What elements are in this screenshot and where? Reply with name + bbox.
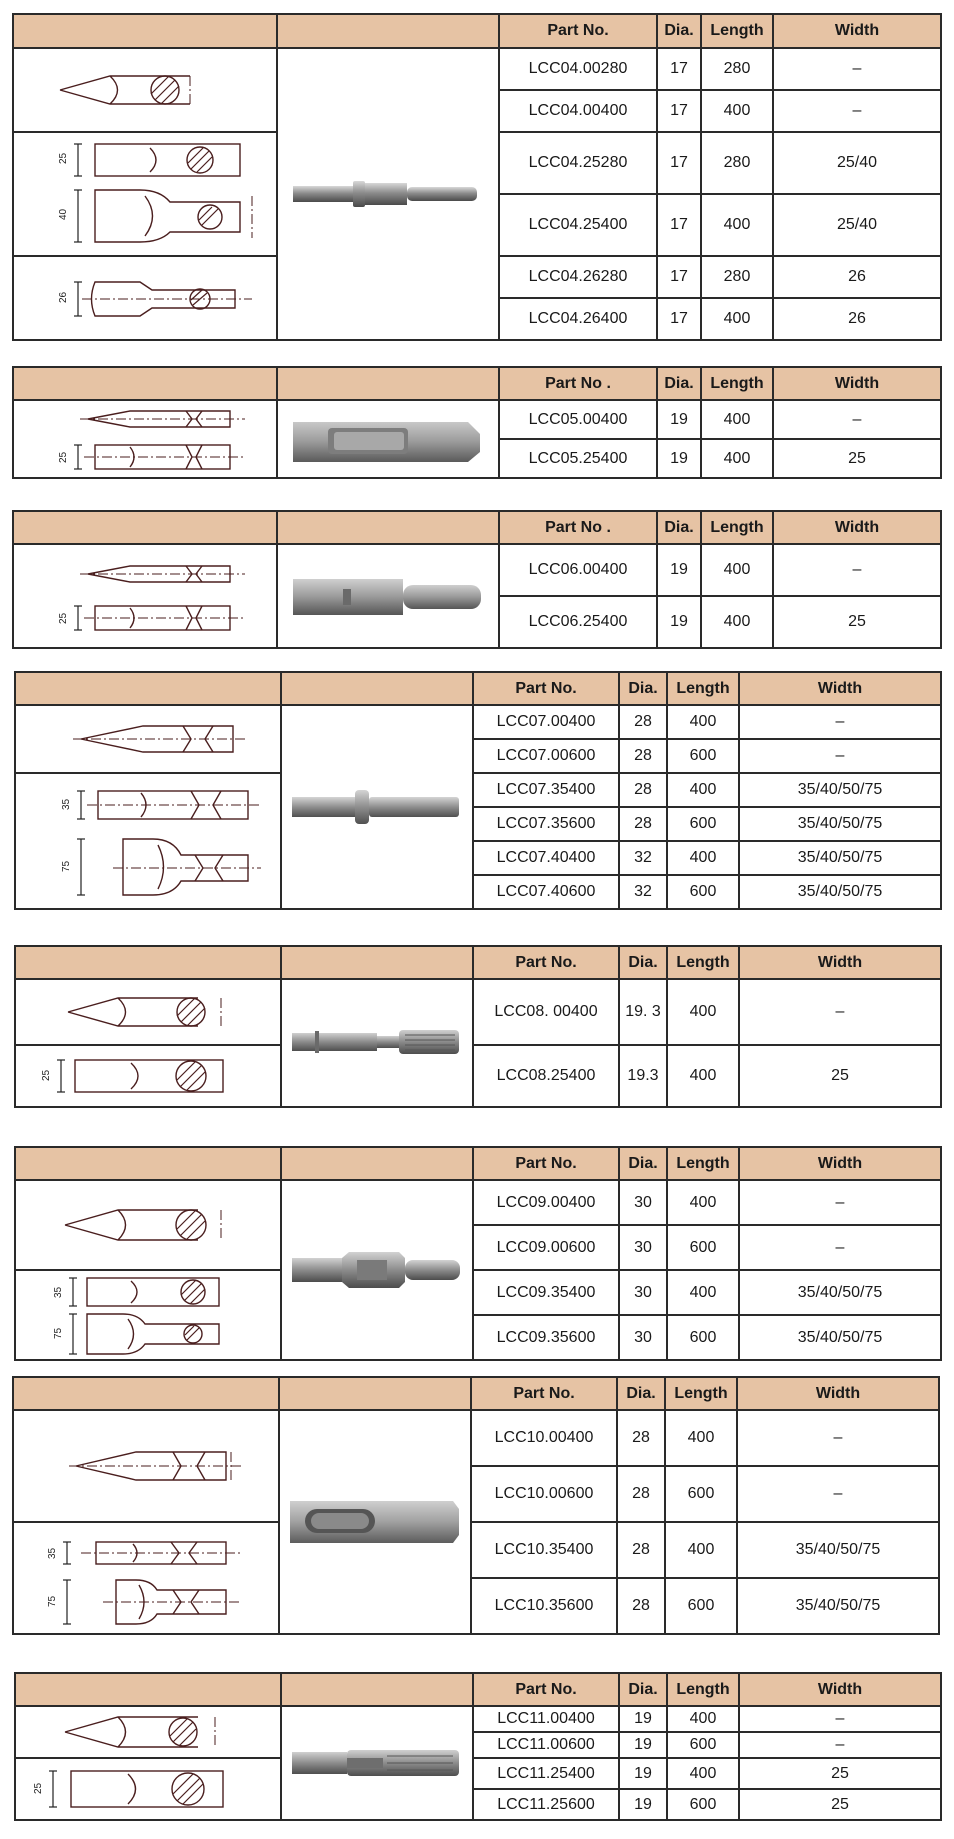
diameter: 32 (619, 841, 667, 875)
header-drawing (13, 511, 277, 544)
header-drawing (15, 946, 281, 979)
length: 400 (701, 439, 773, 478)
part-number: LCC11.25400 (473, 1758, 619, 1789)
length: 600 (667, 1225, 739, 1270)
lcc09-shank-photo (281, 1180, 473, 1360)
pointed-chisel-drawing (13, 48, 277, 132)
part-number: LCC09.35600 (473, 1315, 619, 1360)
pointed-chisel-drawing (15, 979, 281, 1045)
header-photo (281, 672, 473, 705)
header-photo (277, 367, 499, 400)
length: 600 (667, 1789, 739, 1820)
diameter: 17 (657, 298, 701, 340)
part-number: LCC10.00600 (471, 1466, 617, 1522)
length: 600 (667, 807, 739, 841)
header-photo (281, 1147, 473, 1180)
header-photo (281, 1673, 473, 1706)
diameter: 19 (657, 544, 701, 596)
part-number: LCC05.25400 (499, 439, 657, 478)
flat-chisel-drawing (15, 773, 281, 909)
diameter: 28 (619, 705, 667, 739)
part-number: LCC07.00400 (473, 705, 619, 739)
header-drawing (15, 1147, 281, 1180)
width: 35/40/50/75 (739, 773, 941, 807)
length: 400 (701, 194, 773, 256)
length: 400 (667, 773, 739, 807)
diameter: 19 (657, 400, 701, 439)
part-number: LCC04.26280 (499, 256, 657, 298)
header-width: Width (739, 672, 941, 705)
header-drawing (15, 1673, 281, 1706)
spec-table-lcc04 (12, 13, 942, 341)
part-number: LCC07.40600 (473, 875, 619, 909)
lcc10-shank-photo (279, 1410, 471, 1634)
diameter: 30 (619, 1180, 667, 1225)
spec-table-lcc08 (14, 945, 942, 1108)
header-length: Length (701, 367, 773, 400)
header-length: Length (667, 1673, 739, 1706)
width: – (737, 1466, 939, 1522)
diameter: 17 (657, 48, 701, 90)
length: 600 (665, 1466, 737, 1522)
lcc04-shank-photo (277, 48, 499, 340)
width: – (773, 400, 941, 439)
part-number: LCC04.00400 (499, 90, 657, 132)
diameter: 28 (619, 773, 667, 807)
diameter: 19. 3 (619, 979, 667, 1045)
part-number: LCC09.00600 (473, 1225, 619, 1270)
length: 400 (667, 705, 739, 739)
part-number: LCC07.35400 (473, 773, 619, 807)
diameter: 28 (617, 1410, 665, 1466)
part-number: LCC04.25280 (499, 132, 657, 194)
header-dia: Dia. (657, 511, 701, 544)
lcc08-shank-photo (281, 979, 473, 1107)
header-dia: Dia. (617, 1377, 665, 1410)
part-number: LCC10.35600 (471, 1578, 617, 1634)
dim-label: 25 (58, 451, 69, 463)
header-part-no: Part No. (473, 1147, 619, 1180)
dim-label: 35 (53, 1286, 64, 1298)
part-number: LCC11.25600 (473, 1789, 619, 1820)
width: 25 (739, 1789, 941, 1820)
hex-chisel-drawing (13, 1410, 279, 1522)
diameter: 28 (619, 739, 667, 773)
diameter: 19 (619, 1758, 667, 1789)
spec-table-lcc05 (12, 366, 942, 479)
length: 400 (667, 1706, 739, 1732)
width: – (739, 1706, 941, 1732)
dim-label: 25 (33, 1782, 44, 1794)
diameter: 28 (617, 1522, 665, 1578)
diameter: 19 (657, 596, 701, 648)
header-part-no: Part No . (499, 367, 657, 400)
width: – (739, 979, 941, 1045)
width: 35/40/50/75 (739, 1315, 941, 1360)
length: 400 (701, 400, 773, 439)
width: 35/40/50/75 (739, 875, 941, 909)
header-part-no: Part No. (473, 1673, 619, 1706)
header-width: Width (739, 1147, 941, 1180)
length: 400 (667, 979, 739, 1045)
dim-label: 25 (41, 1069, 52, 1081)
header-dia: Dia. (619, 672, 667, 705)
header-part-no: Part No . (499, 511, 657, 544)
diameter: 19 (619, 1706, 667, 1732)
part-number: LCC10.00400 (471, 1410, 617, 1466)
length: 400 (667, 1045, 739, 1107)
length: 600 (667, 1732, 739, 1758)
length: 400 (701, 90, 773, 132)
diameter: 17 (657, 90, 701, 132)
diameter: 19 (657, 439, 701, 478)
dim-label: 35 (61, 798, 72, 810)
header-photo (277, 14, 499, 48)
header-dia: Dia. (619, 1673, 667, 1706)
diameter: 30 (619, 1315, 667, 1360)
dim-label: 26 (58, 291, 69, 303)
width: – (739, 739, 941, 773)
length: 400 (667, 1270, 739, 1315)
part-number: LCC04.26400 (499, 298, 657, 340)
header-drawing (13, 14, 277, 48)
header-width: Width (773, 511, 941, 544)
width: – (773, 90, 941, 132)
width: – (739, 705, 941, 739)
lcc05-shank-photo (277, 400, 499, 478)
length: 600 (667, 739, 739, 773)
header-width: Width (739, 946, 941, 979)
length: 400 (701, 596, 773, 648)
width: 35/40/50/75 (737, 1578, 939, 1634)
dim-label: 75 (61, 860, 72, 872)
dim-label: 25 (58, 612, 69, 624)
dim-label: 40 (58, 208, 69, 220)
part-number: LCC09.35400 (473, 1270, 619, 1315)
width: 25/40 (773, 194, 941, 256)
length: 400 (667, 1758, 739, 1789)
diameter: 30 (619, 1225, 667, 1270)
header-drawing (15, 672, 281, 705)
width: 25 (739, 1045, 941, 1107)
flat-chisel-drawing (15, 1045, 281, 1107)
length: 400 (665, 1410, 737, 1466)
hex-chisel-drawing (15, 705, 281, 773)
header-photo (281, 946, 473, 979)
header-photo (279, 1377, 471, 1410)
diameter: 32 (619, 875, 667, 909)
diameter: 28 (619, 807, 667, 841)
length: 400 (701, 544, 773, 596)
diameter: 28 (617, 1466, 665, 1522)
width: – (739, 1225, 941, 1270)
hex-chisel-drawing (13, 544, 277, 648)
spec-table-lcc11 (14, 1672, 942, 1821)
length: 400 (667, 1180, 739, 1225)
length: 400 (665, 1522, 737, 1578)
width: – (773, 48, 941, 90)
width: 35/40/50/75 (739, 841, 941, 875)
length: 280 (701, 132, 773, 194)
dim-label: 75 (53, 1327, 64, 1339)
part-number: LCC11.00400 (473, 1706, 619, 1732)
part-number: LCC08. 00400 (473, 979, 619, 1045)
length: 280 (701, 256, 773, 298)
length: 400 (701, 298, 773, 340)
diameter: 17 (657, 194, 701, 256)
diameter: 30 (619, 1270, 667, 1315)
header-part-no: Part No. (499, 14, 657, 48)
header-length: Length (665, 1377, 737, 1410)
part-number: LCC07.35600 (473, 807, 619, 841)
part-number: LCC10.35400 (471, 1522, 617, 1578)
width: 25 (773, 439, 941, 478)
header-part-no: Part No. (471, 1377, 617, 1410)
header-length: Length (667, 946, 739, 979)
flat-chisel-drawing (13, 1522, 279, 1634)
part-number: LCC04.00280 (499, 48, 657, 90)
header-dia: Dia. (619, 946, 667, 979)
diameter: 19 (619, 1789, 667, 1820)
width: – (737, 1410, 939, 1466)
header-width: Width (773, 14, 941, 48)
spec-table-lcc06 (12, 510, 942, 649)
header-width: Width (773, 367, 941, 400)
header-drawing (13, 1377, 279, 1410)
width: 25/40 (773, 132, 941, 194)
pointed-chisel-drawing (15, 1180, 281, 1270)
length: 280 (701, 48, 773, 90)
header-length: Length (667, 1147, 739, 1180)
part-number: LCC07.40400 (473, 841, 619, 875)
part-number: LCC11.00600 (473, 1732, 619, 1758)
part-number: LCC07.00600 (473, 739, 619, 773)
header-drawing (13, 367, 277, 400)
part-number: LCC08.25400 (473, 1045, 619, 1107)
diameter: 17 (657, 256, 701, 298)
header-dia: Dia. (657, 14, 701, 48)
spec-table-lcc10 (12, 1376, 940, 1635)
dim-label: 25 (58, 152, 69, 164)
width: – (739, 1732, 941, 1758)
spec-table-lcc07 (14, 671, 942, 910)
hex-chisel-drawing (13, 400, 277, 478)
part-number: LCC09.00400 (473, 1180, 619, 1225)
part-number: LCC06.25400 (499, 596, 657, 648)
header-part-no: Part No. (473, 672, 619, 705)
diameter: 28 (617, 1578, 665, 1634)
header-width: Width (739, 1673, 941, 1706)
header-width: Width (737, 1377, 939, 1410)
diameter: 17 (657, 132, 701, 194)
width: 26 (773, 298, 941, 340)
width: 26 (773, 256, 941, 298)
width: 35/40/50/75 (739, 1270, 941, 1315)
diameter: 19 (619, 1732, 667, 1758)
header-dia: Dia. (657, 367, 701, 400)
header-dia: Dia. (619, 1147, 667, 1180)
header-part-no: Part No. (473, 946, 619, 979)
diameter: 19.3 (619, 1045, 667, 1107)
header-length: Length (701, 511, 773, 544)
width: 35/40/50/75 (737, 1522, 939, 1578)
header-length: Length (667, 672, 739, 705)
dim-label: 35 (47, 1547, 58, 1559)
length: 600 (667, 1315, 739, 1360)
wide-chisel-drawing (13, 256, 277, 340)
width: – (773, 544, 941, 596)
lcc11-shank-photo (281, 1706, 473, 1820)
width: – (739, 1180, 941, 1225)
length: 400 (667, 841, 739, 875)
part-number: LCC06.00400 (499, 544, 657, 596)
flat-chisel-drawing (15, 1758, 281, 1820)
spec-table-lcc09 (14, 1146, 942, 1361)
pointed-chisel-drawing (15, 1706, 281, 1758)
width: 35/40/50/75 (739, 807, 941, 841)
width: 25 (739, 1758, 941, 1789)
header-length: Length (701, 14, 773, 48)
flat-chisel-drawing (13, 132, 277, 256)
header-photo (277, 511, 499, 544)
length: 600 (665, 1578, 737, 1634)
part-number: LCC04.25400 (499, 194, 657, 256)
lcc07-shank-photo (281, 705, 473, 909)
width: 25 (773, 596, 941, 648)
lcc06-shank-photo (277, 544, 499, 648)
dim-label: 75 (47, 1595, 58, 1607)
flat-chisel-drawing (15, 1270, 281, 1360)
part-number: LCC05.00400 (499, 400, 657, 439)
length: 600 (667, 875, 739, 909)
